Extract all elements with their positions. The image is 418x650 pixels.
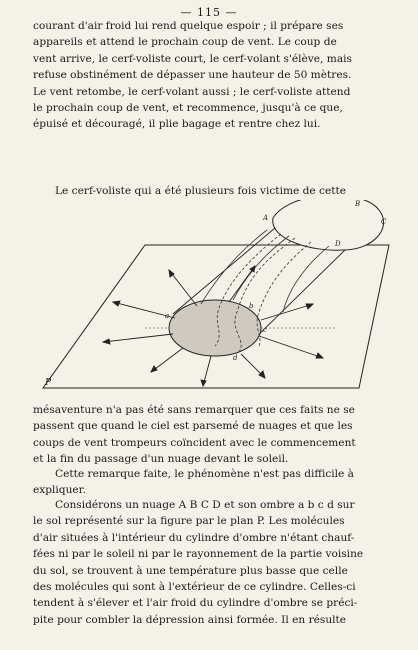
label-cloud-a: A — [263, 214, 269, 222]
cloud-shadow-diagram — [33, 200, 393, 402]
text-line: fées ni par le soleil ni par le rayonnement de la partie voisine — [33, 548, 364, 561]
text-line: des molécules qui sont à l'extérieur de ce cylindre. Celles-ci — [33, 581, 356, 594]
diagram-svg — [33, 200, 393, 402]
text-line: pite pour combler la dépression ainsi formée. Il en résulte — [33, 613, 347, 626]
text-line: expliquer. — [33, 484, 86, 497]
paragraph-1 — [33, 18, 393, 133]
text-line: appareils et attend le prochain coup de vent. Le coup de — [33, 36, 337, 49]
flow-line — [201, 230, 267, 304]
label-cloud-c: C — [381, 218, 387, 226]
text-line: le sol représenté sur la figure par le plan P. Les molécules — [33, 515, 345, 528]
label-cloud-b: B — [355, 200, 361, 208]
shadow-ellipse — [169, 300, 261, 356]
label-cloud-d: D — [335, 240, 341, 248]
text-line: tendent à s'élever et l'air froid du cylindre d'ombre se préci- — [33, 597, 358, 610]
text-line: d'air situées à l'intérieur du cylindre d'ombre n'étant chauf- — [33, 531, 355, 544]
label-shadow-d: d — [233, 354, 238, 362]
text-line: épuisé et découragé, il plie bagage et rentre chez lui. — [33, 118, 321, 131]
text-line: Cette remarque faite, le phénomène n'est pas difficile à — [55, 468, 354, 480]
paragraph-5 — [33, 497, 393, 628]
text-line: courant d'air froid lui rend quelque espoir ; il prépare ses — [33, 20, 344, 32]
paragraph-4 — [33, 466, 393, 499]
text-line: coups de vent trompeurs coïncident avec le commencement — [33, 436, 356, 449]
text-line: passent que quand le ciel est parsemé de nuages et que les — [33, 420, 353, 433]
page-number: — 115 — — [180, 6, 238, 19]
label-shadow-c: c — [263, 326, 267, 334]
flow-line — [283, 246, 329, 312]
paragraph-2 — [33, 183, 393, 199]
text-line: mésaventure n'a pas été sans remarquer que ces faits ne se — [33, 404, 355, 416]
text-line: et la fin du passage d'un nuage devant le soleil. — [33, 453, 289, 466]
text-line: Le cerf-voliste qui a été plusieurs fois victime de cette — [55, 185, 347, 197]
label-plane: P — [45, 378, 52, 388]
paragraph-3 — [33, 402, 393, 468]
text-line: vent arrive, le cerf-voliste court, le cerf-volant s'élève, mais — [33, 52, 352, 65]
text-line: du sol, se trouvent à une température plus basse que celle — [33, 564, 348, 577]
text-line: refuse obstinément de dépasser une hauteur de 50 mètres. — [33, 69, 352, 82]
text-line: Considérons un nuage A B C D et son ombre a b c d sur — [55, 499, 355, 511]
text-line: Le vent retombe, le cerf-volant aussi ; le cerf-voliste attend — [33, 85, 351, 98]
label-shadow-a: a — [165, 312, 170, 320]
text-line: le prochain coup de vent, et recommence, jusqu'à ce que, — [33, 102, 343, 115]
label-shadow-b: b — [249, 302, 254, 310]
